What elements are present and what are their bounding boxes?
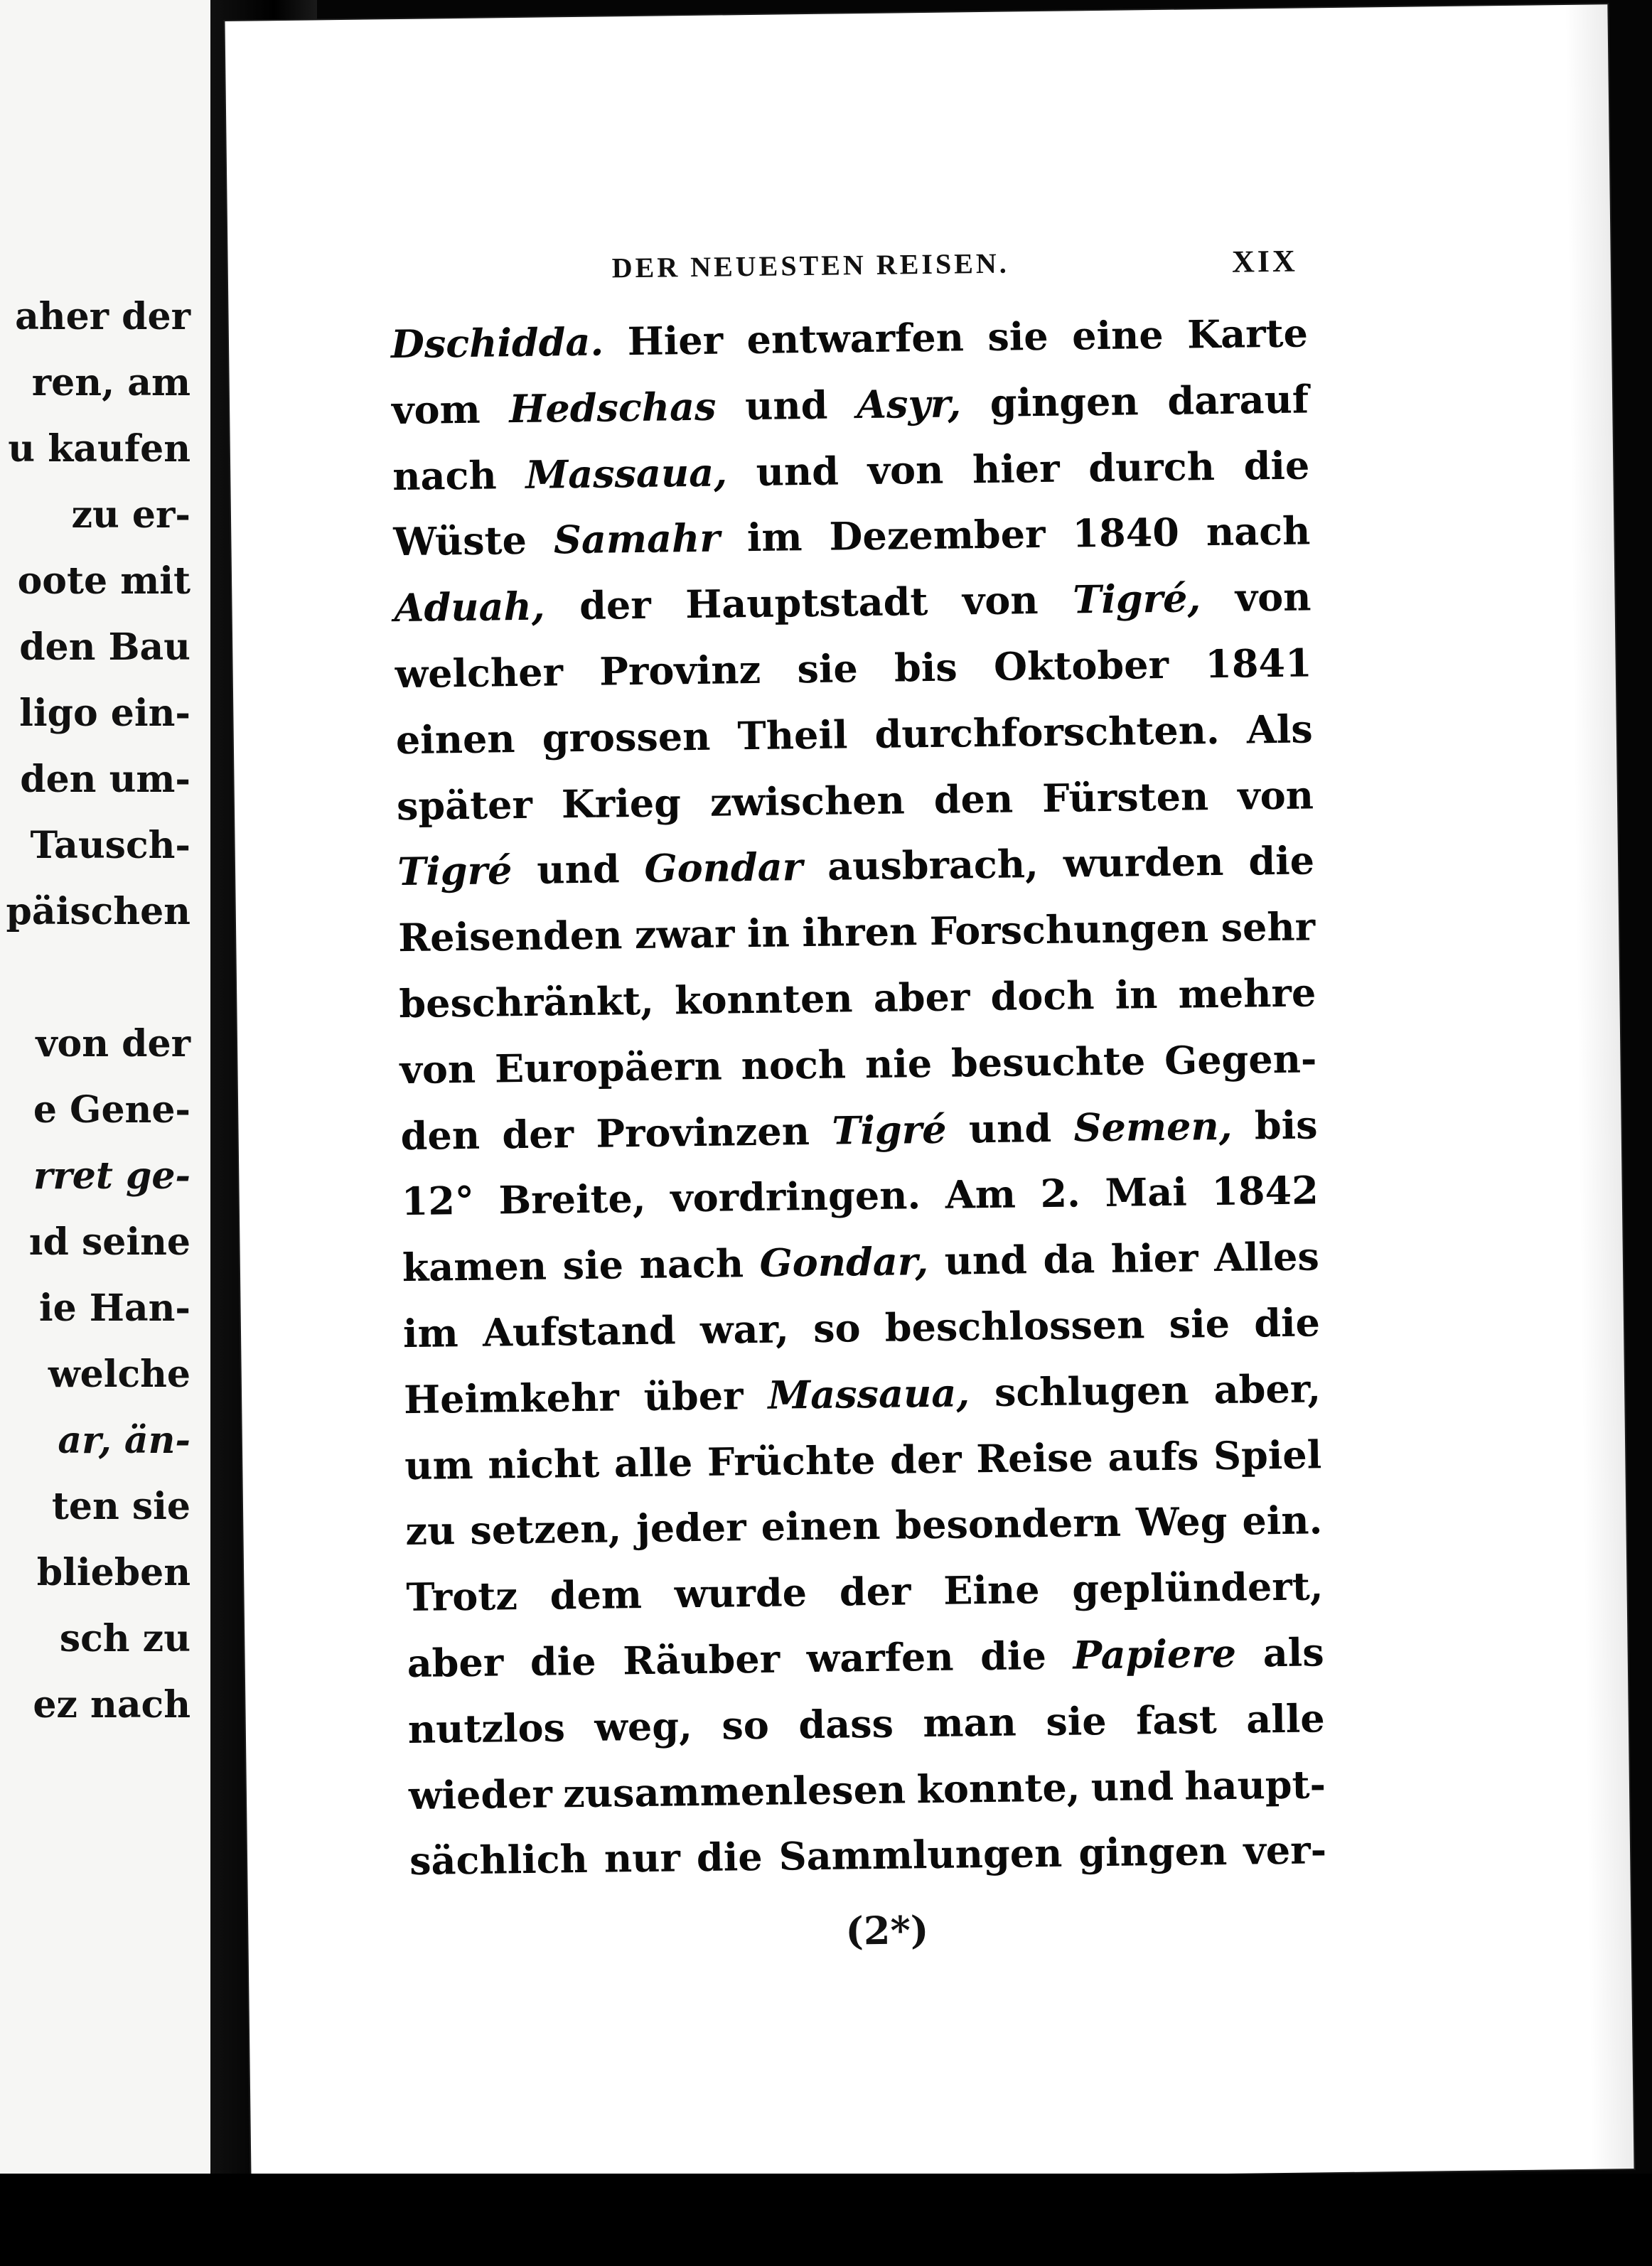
word: eine [1071,311,1164,359]
facing-page-line: ie Han- [38,1287,191,1330]
word: Massaua, [768,1370,970,1418]
word: konnten [674,975,853,1024]
word: 2. [1040,1170,1081,1217]
word: Reisenden [397,912,623,961]
word: hier [1110,1235,1198,1282]
text-line [405,1498,1323,1575]
word: Aufstand [482,1307,677,1355]
word: einen [761,1503,881,1550]
facing-page-line: den um- [20,758,191,801]
word: konnte, [916,1764,1080,1812]
word: Tigré [397,847,513,895]
word: da [1043,1236,1095,1283]
word: zwar [634,911,735,958]
word: Forschungen [929,905,1209,955]
word: den [400,1112,481,1159]
word: geplündert, [1071,1563,1324,1612]
word: und [968,1105,1052,1151]
word: weg, [594,1702,693,1750]
word: vom [391,386,481,433]
facing-page-line: oote mit [17,559,191,603]
word: den [933,775,1014,822]
word: als [1262,1629,1325,1676]
word: die [1243,441,1310,489]
word: so [721,1702,770,1749]
word: darauf [1166,376,1309,424]
word: grossen [542,713,711,761]
word: und [744,382,828,429]
word: Krieg [561,779,682,827]
word: Wüste [393,517,527,565]
text-line [399,970,1316,1047]
facing-page-line: ten sie [51,1485,191,1528]
word: nach [392,451,498,499]
word: Spiel [1213,1431,1322,1478]
word: welcher [395,649,564,697]
word: in [1115,972,1158,1018]
word: man [923,1699,1017,1746]
word: sehr [1221,903,1316,951]
word: entwarfen [746,314,965,363]
word: von [399,1046,476,1092]
word: ausbrach, [827,841,1039,890]
word: Reise [975,1434,1094,1481]
text-line [397,838,1315,915]
word: der [502,1110,574,1157]
word: durch [1088,443,1216,490]
word: Hier [627,317,724,365]
text-line [391,310,1309,387]
word: Trotz [406,1573,518,1621]
word: Europäern [494,1043,723,1092]
word: doch [990,972,1095,1019]
word: aber, [1213,1365,1321,1412]
word: später [396,781,533,829]
word: alle [613,1439,693,1486]
facing-page-line: ligo ein- [19,692,191,735]
word: noch [741,1041,847,1088]
word: aber [407,1639,504,1686]
word: Weg [1135,1498,1228,1545]
word: Alles [1213,1233,1320,1281]
word: nutzlos [407,1704,566,1752]
word: die [1253,1299,1321,1346]
word: besondern [895,1500,1122,1548]
word: war, [699,1306,790,1353]
word: nach [639,1240,744,1288]
word: Gegen- [1164,1036,1317,1083]
text-line [398,904,1316,982]
text-line [404,1432,1322,1509]
word: hier [972,445,1060,492]
page-number: XIX [1231,243,1299,279]
word: Eine [943,1567,1040,1613]
word: über [643,1372,744,1419]
word: ver- [1243,1827,1327,1874]
word: Früchte [707,1437,876,1485]
word: sie [1169,1300,1230,1347]
word: von [1235,574,1312,621]
word: in [746,910,790,957]
word: besuchte [950,1038,1146,1086]
word: von [962,577,1039,624]
text-line [403,1299,1321,1377]
word: der [889,1436,962,1483]
word: nach [1206,508,1311,555]
word: dem [549,1572,643,1618]
text-line [406,1563,1324,1641]
word: die [1248,837,1315,884]
word: bis [1254,1101,1318,1148]
word: Oktober [993,641,1169,689]
word: sie [1045,1697,1107,1744]
word: ihren [802,908,918,956]
word: der [579,581,652,629]
word: Gondar, [759,1238,929,1287]
word: setzen, [470,1505,622,1554]
word: Theil [737,712,848,759]
facing-page-line: ez nach [33,1683,191,1727]
word: gingen [1078,1828,1228,1876]
running-head: DER NEUESTEN REISEN. [611,247,1010,284]
word: ein. [1241,1497,1323,1545]
word: Hedschas [509,383,717,431]
word: aufs [1107,1432,1199,1480]
facing-page-line: aher der [15,295,191,338]
word: Als [1246,706,1314,753]
word: zwischen [709,776,906,825]
word: mehre [1178,970,1316,1017]
word: die [530,1638,596,1685]
facing-page-line: ren, am [31,361,191,404]
word: beschränkt, [398,977,655,1027]
facing-page-line: Tausch- [30,824,191,867]
word: 1841 [1204,640,1312,687]
text-line [399,1036,1317,1113]
text-line [392,376,1309,453]
facing-page-fragment [0,0,210,2175]
word: warfen [806,1633,954,1682]
word: Provinzen [595,1107,810,1156]
word: alle [1245,1695,1326,1742]
word: jeder [635,1504,747,1552]
word: fast [1135,1696,1218,1744]
book-page [225,4,1634,2186]
facing-page-line: den Bau [19,625,191,669]
word: und [536,846,620,893]
facing-page-line: welche [48,1353,191,1396]
word: die [696,1834,763,1881]
text-line [409,1761,1326,1839]
word: sie [797,645,859,692]
text-line [393,508,1311,586]
facing-page-line: von der [36,1022,191,1065]
word: Mai [1105,1169,1188,1216]
word: Dezember [829,511,1046,560]
word: sie [562,1242,624,1289]
word: gingen [989,378,1139,426]
word: Aduah, [394,583,545,631]
word: zusammenlesen [562,1766,906,1816]
text-line [400,1102,1318,1179]
word: einen [395,715,515,763]
word: Provinz [599,646,761,694]
word: 1842 [1211,1167,1319,1215]
word: die [980,1632,1047,1680]
facing-page-line: päischen [6,890,191,933]
word: 1840 [1072,510,1180,557]
word: nur [604,1835,681,1881]
text-line [407,1695,1325,1773]
word: Karte [1186,310,1309,358]
word: im [402,1310,459,1357]
word: Tigré, [1072,575,1201,623]
word: sächlich [409,1836,589,1884]
word: wurde [674,1569,808,1617]
word: zu [405,1508,456,1554]
word: Papiere [1073,1630,1237,1678]
word: Breite, [498,1176,646,1223]
word: Semen, [1073,1102,1233,1151]
word: Hauptstadt [685,579,928,628]
word: und [1090,1763,1174,1810]
word: sie [987,313,1049,360]
word: von [1237,771,1314,819]
word: haupt- [1184,1761,1326,1809]
word: wurden [1063,839,1224,887]
word: Tigré [831,1106,947,1154]
word: wieder [408,1771,553,1818]
word: Dschidda. [390,318,604,367]
text-line [397,772,1314,849]
word: Samahr [553,515,721,563]
word: 12° [401,1178,475,1225]
word: durchforschten. [874,707,1221,757]
word: schlugen [994,1367,1190,1415]
text-line [395,706,1313,783]
word: Fürsten [1041,773,1209,821]
word: kamen [402,1242,547,1291]
word: von [867,446,944,493]
word: nie [864,1040,933,1087]
text-line [395,640,1312,717]
facing-page-line: u kaufen [8,427,191,471]
facing-page-line: e Gene- [33,1088,191,1132]
word: im [746,514,803,561]
body-text [391,310,1327,1904]
facing-page-line: blieben [36,1551,191,1594]
word: Heimkehr [403,1374,620,1422]
text-line [401,1168,1319,1245]
word: Am [945,1171,1017,1218]
facing-page-line: ar, än- [58,1419,191,1462]
signature-mark: (2*) [844,1907,929,1954]
word: Gondar [644,844,803,892]
word: so [812,1305,861,1351]
facing-page-line: sch zu [59,1617,191,1660]
text-line [394,574,1312,652]
text-line [404,1365,1321,1443]
word: dass [798,1700,894,1748]
text-line [392,442,1310,520]
word: Asyr, [856,380,962,427]
scan-bottom-edge [0,2174,1652,2266]
word: Massaua, [525,449,728,498]
word: und [944,1237,1028,1284]
word: um [404,1441,474,1488]
word: beschlossen [884,1301,1145,1351]
text-line [409,1827,1327,1905]
word: und [756,448,840,495]
word: nicht [487,1440,600,1488]
facing-page-line: zu er- [71,493,191,537]
word: Räuber [622,1636,781,1684]
facing-page-line: ıd seine [28,1220,191,1264]
text-line [407,1629,1324,1707]
word: bis [894,644,958,691]
facing-page-line: rret ge- [33,1154,191,1198]
text-line [402,1233,1320,1311]
word: Sammlungen [778,1830,1063,1879]
word: der [839,1568,911,1615]
word: vordringen. [670,1172,921,1221]
word: aber [873,974,970,1021]
